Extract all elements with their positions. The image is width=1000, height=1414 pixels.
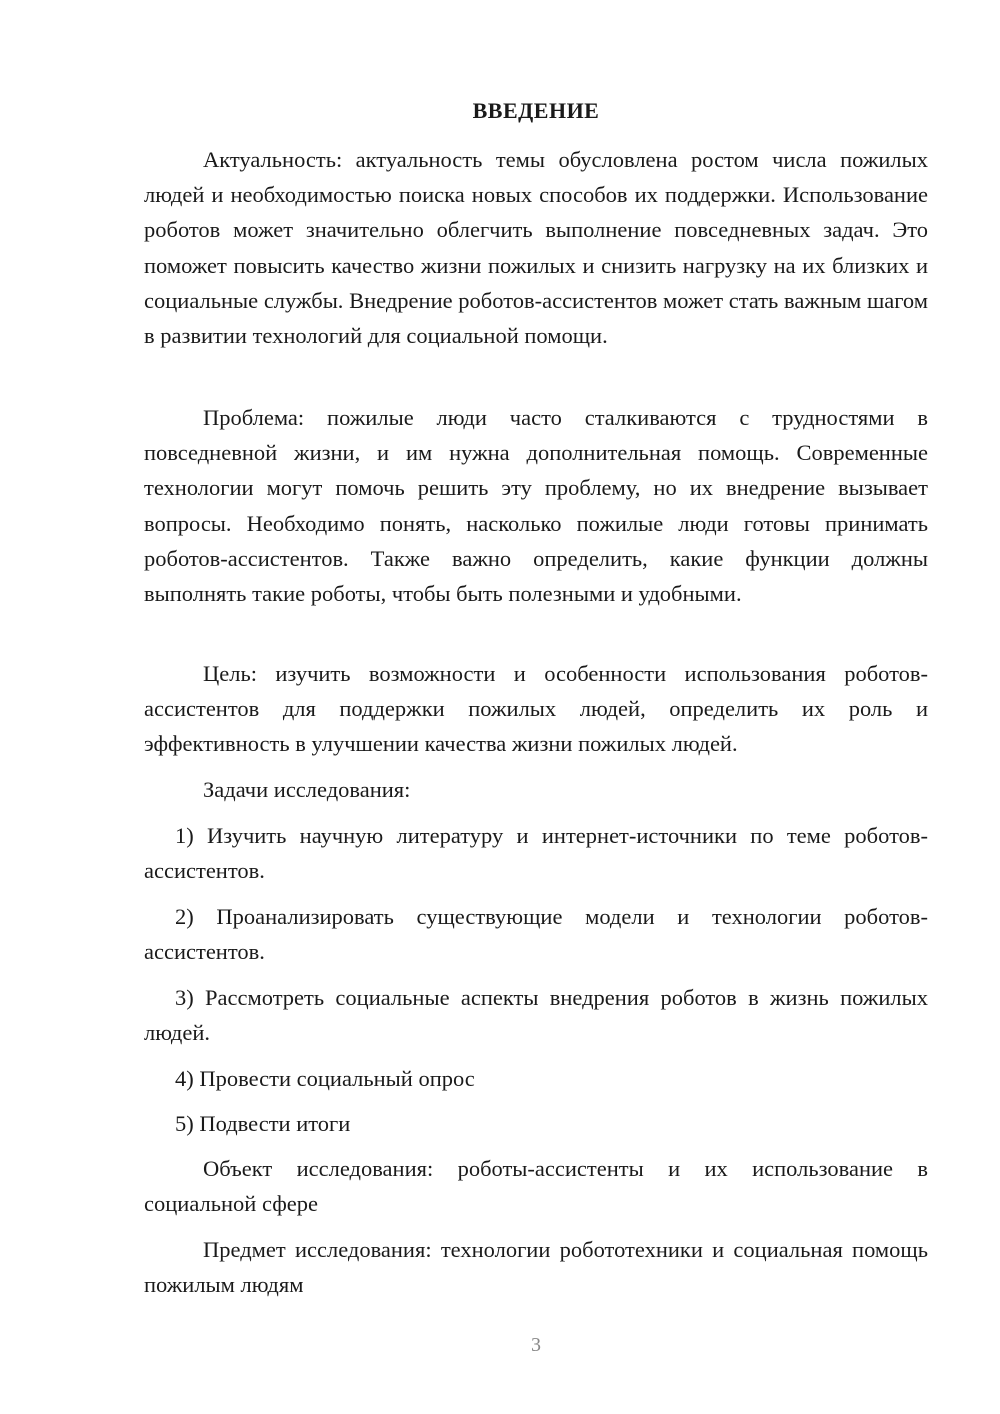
paragraph-problem: Проблема: пожилые люди часто сталкиваются с трудностями в повседневной жизни, и им нужна дополнительная помощь. Современные технологии могут помочь решить эту проблему, но их внедрение вызывает вопросы. Необходимо понять, насколько пожилые люди готовы принимать роботов-ассистентов. Также важно определить, какие функции должны выполнять такие роботы, чтобы быть полезными и удобными.	[144, 405, 928, 607]
section-title: ВВЕДЕНИЕ	[472, 98, 600, 123]
paragraph-tasks-heading: Задачи исследования:	[203, 777, 411, 802]
paragraph-relevance: Актуальность: актуальность темы обусловлена ростом числа пожилых людей и необходимостью поиска новых способов их поддержки. Использование роботов может значительно облегчить выполнение повседневных задач. Это поможет повысить качество жизни пожилых и снизить нагрузку на их близких и социальные службы. Внедрение роботов-ассистентов может стать важным шагом в развитии технологий для социальной помощи.	[144, 147, 928, 349]
task-item-2: 2) Проанализировать существующие модели и технологии роботов-ассистентов.	[144, 904, 928, 965]
task-item-4: 4) Провести социальный опрос	[175, 1066, 475, 1091]
page-number: 3	[531, 1334, 541, 1356]
task-item-5: 5) Подвести итоги	[175, 1111, 351, 1136]
paragraph-goal: Цель: изучить возможности и особенности использования роботов-ассистентов для поддержки пожилых людей, определить их роль и эффективность в улучшении качества жизни пожилых людей.	[144, 661, 928, 757]
task-item-3: 3) Рассмотреть социальные аспекты внедрения роботов в жизнь пожилых людей.	[144, 985, 928, 1046]
paragraph-subject: Предмет исследования: технологии робототехники и социальная помощь пожилым людям	[144, 1237, 928, 1298]
paragraph-object: Объект исследования: роботы-ассистенты и их использование в социальной сфере	[144, 1156, 928, 1217]
task-item-1: 1) Изучить научную литературу и интернет-источники по теме роботов-ассистентов.	[144, 823, 928, 884]
